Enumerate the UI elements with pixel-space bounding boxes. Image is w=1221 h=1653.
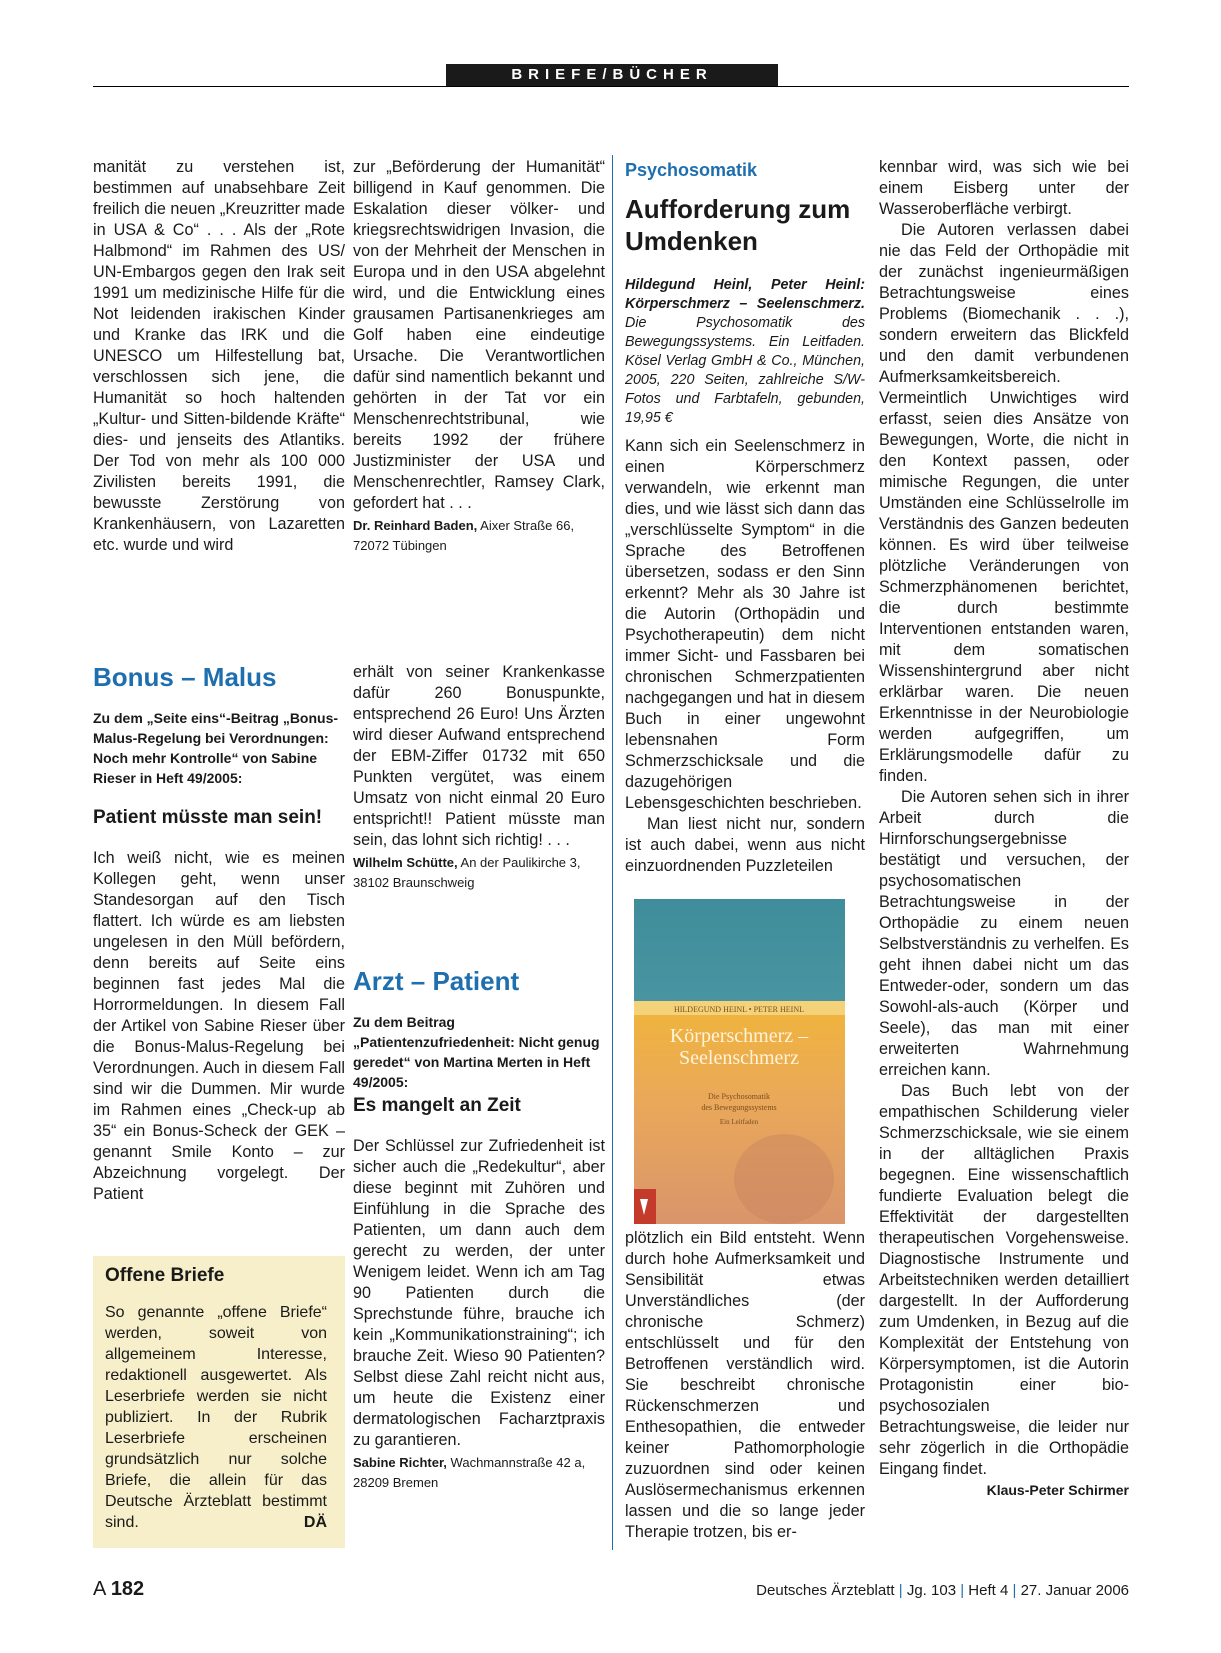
header-rule [93,86,1129,87]
signature-name: Wilhelm Schütte, [353,855,458,870]
review-title: Aufforderung zum Umdenken [625,194,851,256]
page-number-value: 182 [110,1578,145,1600]
review-paragraph: kennbar wird, was sich wie bei einem Eisberg unter der Wasseroberfläche verbirgt. [879,158,1129,218]
letter-text: zur „Beförderung der Humanität“ billigend in Kauf genommen. Die Eskalation dieser völker- und kriegsrechtswidrigen Invasion, die von der Mehrheit der Menschen in Europa und in den USA abgelehnt wird, und die Entwicklung eines grausamen Partisanenkrieges am Golf haben eine eindeutige Ursache. Die Verantwortlichen dafür sind namentlich bekannt und gehörten in der Tat vor ein Menschenrechtstribunal, wie bereits 1992 der frühere Justizminister der USA und Menschenrechtler, Ramsey Clark, gefordert hat . . . [353,158,605,512]
book-bibliography [625,276,865,428]
bonus-letter-col2 [353,662,605,893]
review-col3-continued [625,1228,865,1543]
cover-title-line2: Seelenschmerz [679,1047,799,1069]
signature-name: Sabine Richter, [353,1455,447,1470]
review-paragraph: Man liest nicht nur, sondern ist auch dabei, wenn aus nicht einzuordnenden Puzzleteilen [625,815,865,875]
letter-text: Der Schlüssel zur Zufriedenheit ist sicher auch die „Redekultur“, aber diese beginnt mit Zuhören und Einfühlung in die Sprache des Patienten, um dann auch dem gerecht zu werden, der unter Wenigem leidet. Wenn ich am Tag 90 Patienten durch die Sprechstunde führe, brauche ich kein „Kommunikationstraining“; ich brauche Zeit. Wieso 90 Patienten? Selbst diese Zahl reicht nicht aus, um heute die Existenz einer dermatologischen Facharztpraxis zu garantieren. [353,1137,605,1449]
review-paragraph: Die Autoren verlassen dabei nie das Feld der Orthopädie mit der zunächst ingenieurmäßigen Betrachtungsweise eines Problems (Biomechanik . . .), sondern erweitern das Blickfeld und den damit verbundenen Aufmerksamkeitsbereich. Vermeintlich Unwichtiges wird erfasst, seien dies Ansätze von Bewegungen, Worte, die nicht in den Kontext passen, oder mimische Regungen, die unter Umständen eine Schlüsselrolle im Verständnis des Ganzen bedeuten können. Es wird über teilweise plötzliche Veränderungen von Schmerzphänomenen berichtet, die durch bestimmte Interventionen entstanden waren, mit dem somatischen Wissenshintergrund aber nicht erklärbar waren. Die neuen Erkenntnisse in der Neurobiologie werden aufgegriffen, um Erklärungsmodelle dafür zu finden. [879,221,1129,785]
cover-title-line1: Körperschmerz – [669,1025,809,1047]
review-paragraph: Die Autoren sehen sich in ihrer Arbeit durch die Hirnforschungsergebnisse bestätigt und versuchen, der psychosomatischen Betrachtungsweise in der Orthopädie zu einem neuen Selbstverständnis zu verhelfen. Es geht ihnen dabei nicht um das Entweder-oder, sondern um das Sowohl-als-auch (Körper und Seele), das man mit einer erweiterten Wahrnehmung erreichen kann. [879,788,1129,1079]
cover-subtitle-2: des Bewegungssystems [701,1103,777,1112]
review-author: Klaus-Peter Schirmer [986,1482,1129,1498]
signature-address: Aixer Straße 66, 72072 Tübingen [353,518,575,553]
info-box-body: So genannte „offene Briefe“ werden, soweit von allgemeinem Interesse, redaktionell ausgewertet. Als Leserbriefe werden sie nicht publiziert. In der Rubrik Leserbriefe erscheinen grundsätzlich nur solche Briefe, die allein für das Deutsche Ärzteblatt bestimmt sind. [105,1304,327,1531]
journal-date: 27. Januar 2006 [1020,1582,1129,1599]
letter-text: Ich weiß nicht, wie es meinen Kollegen geht, wenn unser Standesorgan auf den Tisch flattert. Ich würde es am liebsten ungelesen in den Müll befördern, denn bereits auf Seite eins beginnen fast jedes Mal die Horrormeldungen. In diesem Fall der Artikel von Sabine Rieser über die Bonus-Malus-Regelung bei Verordnungen. Auch in diesem Fall sind wir die Dummen. Mir wurde im Rahmen eines „Check-up ab 35“ ein Bonus-Scheck der GEK – genannt Smile Konto – zur Abzeichnung vorgelegt. Der Patient [93,849,345,1203]
arzt-letter [353,1136,605,1493]
letter-text: manität zu verstehen ist, bestimmen auf unabsehbare Zeit freilich die neuen „Kreuzritter made in USA & Co“ . . . Als der „Rote Halbmond“ im Rahmen des US/ UN-Embargos gegen den Irak seit 1991 um medizinische Hilfe für die Not leidenden irakischen Kinder und Kranke das IRK und die UNESCO um Hilfestellung bat, verschlossen sich jene, die Humanität so hoch haltenden „Kultur- und Sitten-bildende Kräfte“ dies- und jenseits des Atlantiks. Der Tod von mehr als 100 000 Zivilisten bereits 1991, die bewusste Zerstörung von Krankenhäusern, von Lazaretten etc. wurde und wird [93,158,345,554]
signature [353,516,605,556]
book-authors-title: Hildegund Heinl, Peter Heinl: Körperschmerz – Seelenschmerz. [625,277,865,312]
reference-note: Zu dem Beitrag „Patientenzufriedenheit: Nicht genug geredet“ von Martina Merten in Heft 49/2005: [353,1014,600,1090]
section-title-arzt: Arzt – Patient [353,966,520,996]
signature [353,853,605,893]
page-number [93,1577,144,1601]
signature-address: An der Paulikirche 3, 38102 Braunschweig [353,855,581,890]
review-paragraph: Kann sich ein Seelenschmerz in einen Körperschmerz verwandeln, wie erkennt man dies, und wie lässt sich dann das „verschlüsselte Symptom“ in die Sprache des Betroffenen übersetzen, sodass er den Sinn erkennt? Mehr als 30 Jahre ist die Autorin (Orthopädin und Psychotherapeutin) dem nicht immer Sicht- und Fassbaren bei chronischen Schmerzpatienten nachgegangen und hat in diesem Buch in einer ungewohnt lebensnahen Form Schmerzschicksale und die dazugehörigen Lebensgeschichten beschrieben. [625,437,865,812]
cover-subtitle-1: Die Psychosomatik [708,1092,770,1101]
info-box-sign: DÄ [303,1514,327,1531]
review-col4-text [879,157,1129,1500]
review-paragraph: Das Buch lebt von der empathischen Schilderung vieler Schmerzschicksale, wie sie einem in der alltäglichen Praxis begegnen. Eine wissenschaftlich fundierte Evaluation belegt die Effektivität der dargestellten therapeutischen Vorgehensweise. Diagnostische Instrumente und Arbeitstechniken werden detailliert dargestellt. In der Aufforderung zum Umdenken, in Bezug auf die Komplexität der Entstehung von Körpersymptomen, ist die Autorin Protagonistin einer bio-psychosozialen Betrachtungsweise, die leider nur sehr zögerlich in die Orthopädie Eingang findet. [879,1082,1129,1478]
review-paragraph: plötzlich ein Bild entsteht. Wenn durch hohe Aufmerksamkeit und Sensibilität etwas Unverständliches (der chronische Schmerz) entschlüsselt und für den Betroffenen verständlich wird. Sie beschreibt chronische Rückenschmerzen und Enthesopathien, die entweder keiner Pathomorphologie zuzuordnen sind oder keinen Auslösermechanismus erkennen lassen und die so lange jeder Therapie trotzen, bis er- [625,1229,865,1541]
bonus-letter-col1 [93,848,345,1205]
journal-volume: Jg. 103 [906,1582,957,1599]
signature-address: Wachmannstraße 42 a, 28209 Bremen [353,1455,586,1490]
review-col3-text [625,436,865,877]
column-divider [612,155,613,1550]
letter-headline: Es mangelt an Zeit [353,1095,521,1116]
journal-name: Deutsches Ärzteblatt [756,1582,895,1599]
footer-citation: Deutsches Ärzteblatt | Jg. 103 | Heft 4 | 27. Januar 2006 [756,1582,1129,1599]
section-title-bonus: Bonus – Malus [93,662,277,692]
book-details: Die Psychosomatik des Bewegungssystems. Ein Leitfaden. Kösel Verlag GmbH & Co., München, 2005, 220 Seiten, zahlreiche S/W-Fotos und Farbtafeln, gebunden, 19,95 € [625,315,865,426]
reference-note: Zu dem „Seite eins“-Beitrag „Bonus-Malus-Regelung bei Verordnungen: Noch mehr Kontrolle“ von Sabine Rieser in Heft 49/2005: [93,710,339,786]
col2-continuation [353,157,605,556]
section-header: BRIEFE/BÜCHER [446,64,778,86]
page-prefix: A [93,1578,106,1600]
signature-name: Dr. Reinhard Baden, [353,518,478,533]
letter-headline: Patient müsste man sein! [93,807,323,828]
signature [353,1453,605,1493]
cover-authors: HILDEGUND HEINL • PETER HEINL [673,1005,805,1014]
info-box-text [105,1302,327,1533]
col1-continuation [93,157,345,556]
letter-text: erhält von seiner Krankenkasse dafür 260 Bonuspunkte, entsprechend 26 Euro! Uns Ärzten wird dieser Aufwand entsprechend der EBM-Ziffer 01732 mit 650 Punkten vergütet, was einem Umsatz von nicht einmal 20 Euro entspricht!! Patient müsste man sein, das lohnt sich richtig! . . . [353,663,605,849]
info-box-title: Offene Briefe [105,1265,225,1286]
book-cover-image [634,899,845,1224]
review-kicker: Psychosomatik [625,160,758,180]
journal-issue: Heft 4 [968,1582,1009,1599]
cover-subtitle-3: Ein Leitfaden [719,1118,759,1126]
